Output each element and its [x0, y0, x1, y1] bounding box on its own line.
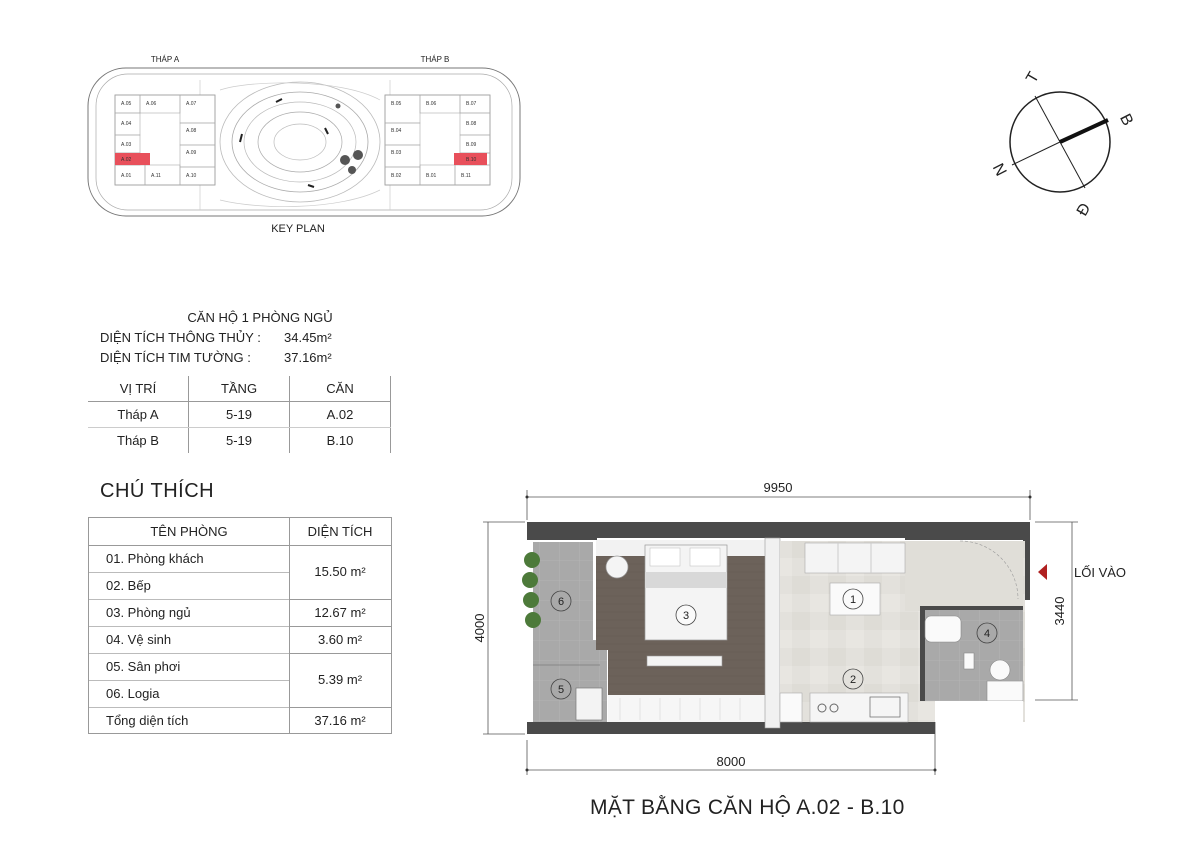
room-number-wc: 4 [983, 628, 991, 640]
bath-sink [925, 616, 961, 642]
main-title: MẶT BẰNG CĂN HỘ A.02 - B.10 [590, 796, 905, 819]
room-number-living: 1 [849, 594, 857, 606]
tower-b-unit-label: B.11 [461, 173, 471, 179]
table-row [88, 402, 391, 428]
legend-room-bedroom: 03. Phòng ngủ [106, 605, 191, 620]
entrance-label: LỐI VÀO [1074, 565, 1127, 580]
legend-title: CHÚ THÍCH [100, 480, 215, 502]
tower-b-unit-label: B.10 [466, 157, 477, 163]
tower-b-unit-label: B.03 [391, 150, 402, 156]
room-number-logia: 6 [557, 596, 565, 608]
legend-area-yard-logia: 5.39 m² [317, 672, 363, 687]
legend-header-area: DIỆN TÍCH [289, 518, 391, 546]
entrance-arrow-icon [1038, 564, 1047, 580]
tower-a-unit-label: A.02 [121, 157, 132, 163]
room-number-kitchen: 2 [849, 674, 857, 686]
apartment-summary [100, 308, 400, 368]
tower-b-unit-label: B.04 [391, 128, 402, 134]
tower-a-unit-label: A.04 [121, 121, 132, 127]
cell-floor: 5-19 [189, 428, 290, 454]
washing-machine [576, 688, 602, 720]
legend-room-living: 01. Phòng khách [106, 551, 204, 566]
col-header-unit: CĂN [290, 376, 391, 402]
compass-needle [1060, 120, 1108, 142]
dimension-left: 4000 [472, 613, 487, 643]
col-header-position: VỊ TRÍ [88, 376, 189, 402]
legend-room-kitchen: 02. Bếp [106, 578, 151, 593]
tower-a-label: THÁP A [150, 55, 180, 64]
legend-header-room: TÊN PHÒNG [89, 518, 289, 546]
room-number-bedroom: 3 [682, 610, 690, 622]
legend-table [88, 517, 392, 734]
tower-b-unit-label: B.06 [426, 101, 437, 107]
cell-unit: A.02 [290, 402, 391, 428]
legend-room-yard: 05. Sân phơi [106, 659, 181, 674]
dimension-bottom: 8000 [716, 754, 746, 769]
cell-floor: 5-19 [189, 402, 290, 428]
compass-n: N [988, 160, 1010, 179]
col-header-floor: TẦNG [189, 376, 290, 402]
compass-d: Đ [1073, 200, 1095, 220]
tower-a-unit-label: A.03 [121, 142, 132, 148]
legend-area-living-kitchen: 15.50 m² [314, 564, 366, 579]
net-area-value: 34.45m² [284, 330, 332, 345]
legend-area-total: 37.16 m² [314, 713, 366, 728]
tower-a-unit-label: A.06 [146, 101, 157, 107]
tower-b-unit-label: B.08 [466, 121, 477, 127]
toilet [990, 660, 1010, 680]
legend-area-wc: 3.60 m² [317, 632, 363, 647]
legend-total: Tổng diện tích [106, 713, 189, 728]
tower-a-unit-label: A.05 [121, 101, 132, 107]
compass-t: T [1023, 69, 1043, 87]
dimension-top: 9950 [763, 480, 793, 495]
cell-position: Tháp B [88, 428, 189, 454]
location-table [88, 376, 391, 453]
gross-area-label: DIỆN TÍCH TIM TƯỜNG : [100, 350, 251, 365]
cell-position: Tháp A [88, 402, 189, 428]
tower-a-unit-label: A.09 [186, 150, 197, 156]
tower-b-unit-label: B.05 [391, 101, 402, 107]
cell-unit: B.10 [290, 428, 391, 454]
legend-room-wc: 04. Vệ sinh [106, 632, 172, 647]
tower-a-unit-label: A.07 [186, 101, 197, 107]
apartment-type-title: CĂN HỘ 1 PHÒNG NGỦ [187, 310, 333, 325]
compass-b: B [1116, 111, 1137, 129]
tower-b-unit-label: B.09 [466, 142, 477, 148]
floor-plan [470, 475, 1127, 780]
tower-a-block [115, 95, 215, 185]
legend-room-logia: 06. Logia [106, 686, 160, 701]
tv-console [647, 656, 722, 666]
key-plan-label: KEY PLAN [271, 223, 325, 235]
table-row [88, 428, 391, 454]
key-plan [80, 50, 530, 240]
tower-a-unit-label: A.10 [186, 173, 197, 179]
room-number-yard: 5 [557, 684, 565, 696]
legend-area-bedroom: 12.67 m² [314, 605, 366, 620]
compass [990, 60, 1140, 220]
tower-b-unit-label: B.07 [466, 101, 477, 107]
tower-a-unit-label: A.01 [121, 173, 132, 179]
gross-area-value: 37.16m² [284, 350, 332, 365]
sofa [805, 543, 905, 573]
tower-a-unit-label: A.11 [151, 173, 161, 179]
tower-b-block [385, 95, 490, 185]
net-area-label: DIỆN TÍCH THÔNG THỦY : [100, 330, 261, 345]
dimension-right: 3440 [1052, 596, 1067, 626]
tower-b-unit-label: B.02 [391, 173, 402, 179]
tower-b-label: THÁP B [420, 55, 450, 64]
tower-b-unit-label: B.01 [426, 173, 437, 179]
tower-a-unit-label: A.08 [186, 128, 197, 134]
